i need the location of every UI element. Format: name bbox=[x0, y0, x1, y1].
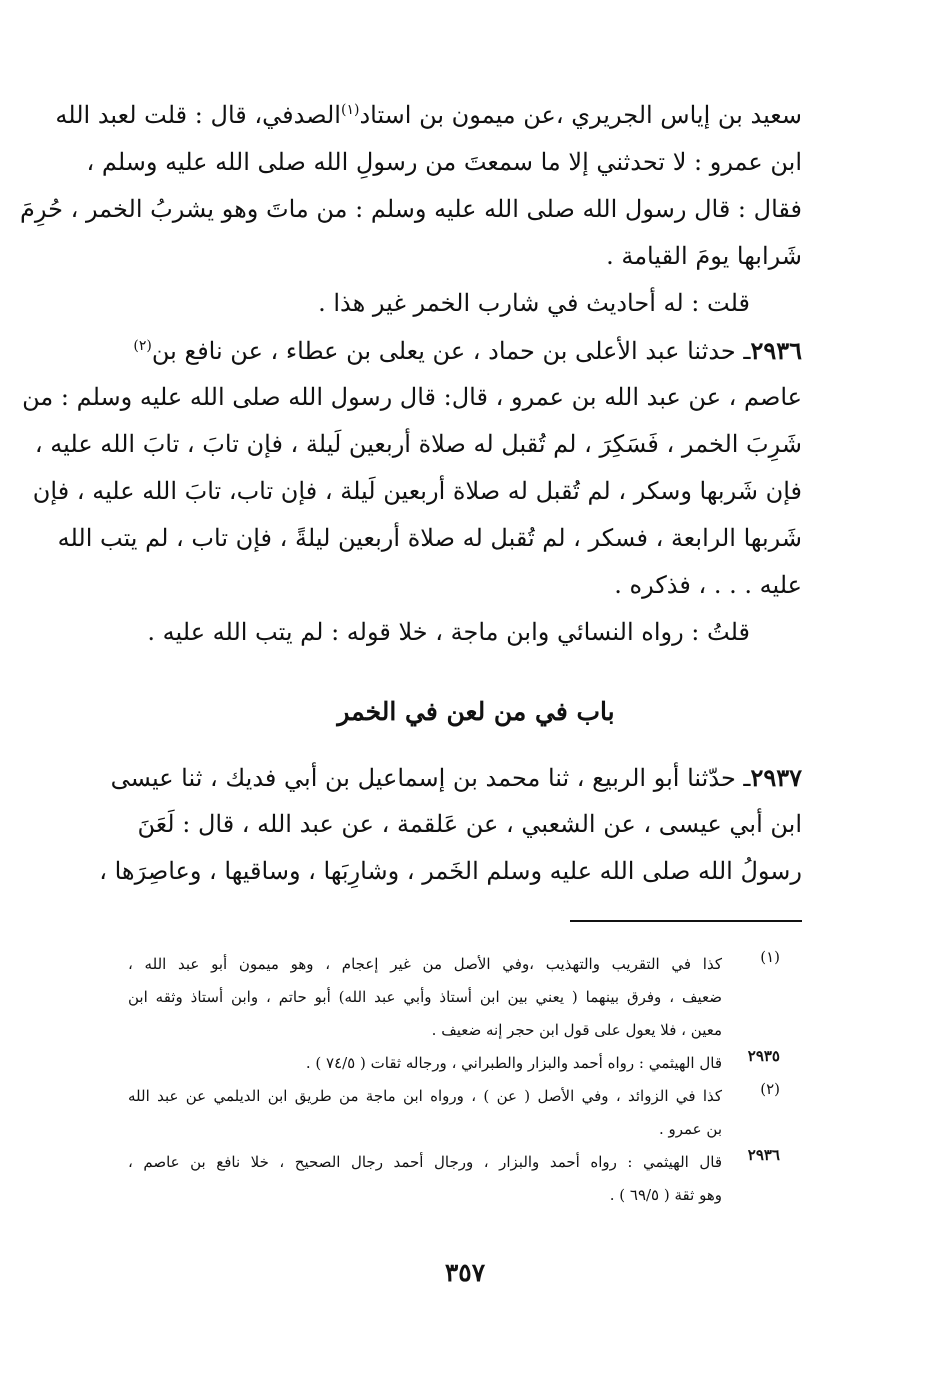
footnote-line: ضعيف ، وفرق بينهما ( يعني بين ابن أستاذ وأبي عبد الله) أبو حاتم ، وابن أستاذ وثقه ابن bbox=[128, 988, 722, 1006]
footnote-1 bbox=[128, 948, 780, 1047]
footnotes bbox=[128, 948, 780, 1212]
footnote-body bbox=[128, 948, 722, 1047]
hadith-2937-start bbox=[110, 754, 802, 801]
text-line: فإن شَربها وسكر ، لم تُقبل له صلاة أربعين لَيلة ، فإن تاب، تابَ الله عليه ، فإن bbox=[32, 477, 802, 505]
text-line: شَرِبَ الخمر ، فَسَكِرَ ، لم تُقبل له صلاة أربعين لَيلة ، فإن تابَ ، تابَ الله عليه ، bbox=[34, 430, 802, 458]
footnote-line: كذا في التقريب والتهذيب ،وفي الأصل من غير إعجام ، وهو ميمون أبو عبد الله ، bbox=[128, 955, 722, 973]
footnote-line: معين ، فلا يعول على قول ابن حجر إنه ضعيف . bbox=[431, 1021, 722, 1039]
footnote-ref[interactable]: (٢) bbox=[133, 338, 152, 354]
footnote-line: كذا في الزوائد ، وفي الأصل ( عن ) ، ورواه ابن ماجة من طريق ابن الديلمي عن عبد الله bbox=[128, 1087, 722, 1105]
footnote-label: ٢٩٣٥ bbox=[747, 1047, 780, 1065]
text-line: عليه . . . ، فذكره . bbox=[614, 571, 802, 599]
footnote-body bbox=[128, 1146, 722, 1212]
text-segment: ـ حدّثنا أبو الربيع ، ثنا محمد بن إسماعيل بن أبي فديك ، ثنا عيسى bbox=[110, 764, 751, 792]
footnote-ref[interactable]: (١) bbox=[340, 102, 360, 118]
footnote-divider bbox=[570, 920, 802, 922]
text-line: عاصم ، عن عبد الله بن عمرو ، قال: قال رسول الله صلى الله عليه وسلم : من bbox=[22, 383, 802, 411]
text-line: قلتُ : رواه النسائي وابن ماجة ، خلا قوله : لم يتب الله عليه . bbox=[147, 618, 750, 646]
text-segment: الصدفي، قال : قلت لعبد الله bbox=[55, 101, 341, 129]
footnote-2 bbox=[128, 1080, 780, 1146]
footnote-line: بن عمرو . bbox=[658, 1120, 722, 1138]
text-line: رسولُ الله صلى الله عليه وسلم الخَمر ، وشارِبَها ، وساقيها ، وعاصِرَها ، bbox=[99, 857, 802, 885]
text-line: شَرابها يومَ القيامة . bbox=[606, 242, 802, 270]
text-line: فقال : قال رسول الله صلى الله عليه وسلم : من ماتَ وهو يشربُ الخمر ، حُرِمَ bbox=[20, 195, 802, 223]
hadith-number: ٢٩٣٧ bbox=[750, 763, 802, 792]
footnote-line: قال الهيثمي : رواه أحمد والبزار والطبراني ، ورجاله ثقات ( ٧٤/٥ ) . bbox=[305, 1054, 722, 1072]
footnote-2935 bbox=[128, 1047, 780, 1080]
footnote-2936 bbox=[128, 1146, 780, 1212]
footnote-body bbox=[128, 1047, 722, 1080]
text-line: قلت : له أحاديث في شارب الخمر غير هذا . bbox=[318, 289, 750, 317]
text-line: ابن عمرو : لا تحدثني إلا ما سمعتَ من رسولِ الله صلى الله عليه وسلم ، bbox=[86, 148, 802, 176]
footnote-label: (١) bbox=[760, 948, 780, 966]
footnote-line: قال الهيثمي : رواه أحمد والبزار ، ورجال أحمد رجال الصحيح ، خلا نافع بن عاصم ، bbox=[128, 1153, 722, 1171]
footnote-line: وهو ثقة ( ٦٩/٥ ) . bbox=[609, 1186, 722, 1204]
hadith-2936-start bbox=[133, 327, 802, 374]
footnote-label: ٢٩٣٦ bbox=[747, 1146, 780, 1164]
text-line: شَربها الرابعة ، فسكر ، لم تُقبل له صلاة أربعين ليلةً ، فإن تاب ، لم يتب الله bbox=[57, 524, 802, 552]
text-segment: سعيد بن إياس الجريري ،عن ميمون بن استاد bbox=[359, 101, 802, 129]
text-line: ابن أبي عيسى ، عن الشعبي ، عن عَلقمة ، عن عبد الله ، قال : لَعَنَ bbox=[137, 810, 802, 838]
footnote-label: (٢) bbox=[760, 1080, 780, 1098]
footnote-body bbox=[128, 1080, 722, 1146]
chapter-heading: باب في من لعن في الخمر bbox=[337, 697, 615, 726]
page-number: ٣٥٧ bbox=[444, 1258, 486, 1287]
text-segment: ـ حدثنا عبد الأعلى بن حماد ، عن يعلى بن عطاء ، عن نافع بن bbox=[151, 337, 751, 365]
text-line bbox=[55, 92, 802, 139]
main-text bbox=[20, 92, 802, 895]
hadith-number: ٢٩٣٦ bbox=[750, 336, 802, 365]
